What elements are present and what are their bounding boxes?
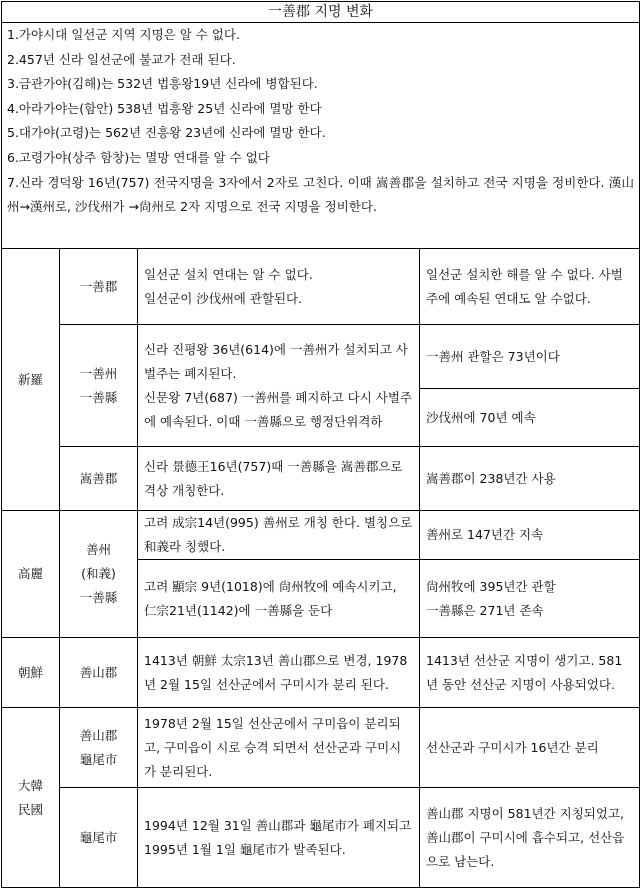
- intro-line: 3.금관가야(김해)는 532년 법흥왕19년 신라에 병합된다.: [7, 76, 318, 92]
- duration-note: 嵩善郡이 238년간 사용: [420, 447, 640, 511]
- intro-line: 2.457년 신라 일선군에 불교가 전래 된다.: [7, 51, 236, 67]
- place-name: 嵩善郡: [60, 447, 138, 511]
- table-title: 一善郡 지명 변화: [2, 2, 640, 23]
- era-goryeo: 高麗: [2, 511, 60, 638]
- event-description: 고려 顯宗 9년(1018)에 尙州牧에 예속시키고, 仁宗21년(1142)에 一善縣을 둔다: [138, 560, 420, 638]
- place-name: 善山郡: [60, 638, 138, 708]
- intro-line: 1.가야시대 일선군 지역 지명은 알 수 없다.: [7, 27, 240, 42]
- event-description: 고려 成宗14년(995) 善州로 개칭 한다. 별칭으로 和義라 칭했다.: [138, 511, 420, 560]
- duration-note: 沙伐州에 70년 예속: [420, 389, 640, 447]
- place-name: 一善郡: [60, 249, 138, 325]
- duration-note: 善州로 147년간 지속: [420, 511, 640, 560]
- era-joseon: 朝鮮: [2, 638, 60, 708]
- intro-line: 5.대가야(고령)는 562년 진흥왕 23년에 신라에 멸망 한다.: [7, 125, 326, 141]
- place-name-history-table: [1, 1, 640, 888]
- era-korea: 大韓 民國: [2, 708, 60, 888]
- event-description: 1994년 12월 31일 善山郡과 龜尾市가 폐지되고 1995년 1월 1일 龜尾市가 발족된다.: [138, 788, 420, 888]
- duration-note: 선산군과 구미시가 16년간 분리: [420, 708, 640, 788]
- duration-note: 善山郡 지명이 581년간 지칭되었고, 善山郡이 구미시에 흡수되고, 선산읍으로 남는다.: [420, 788, 640, 888]
- intro-line: 6.고령가야(상주 함창)는 멸망 연대를 알 수 없다: [7, 149, 270, 165]
- duration-note: 一善州 관할은 73년이다: [420, 325, 640, 389]
- event-description: 1978년 2월 15일 선산군에서 구미읍이 분리되고, 구미읍이 시로 승격 되면서 선산군과 구미시가 분리된다.: [138, 708, 420, 788]
- event-description: 신라 景德王16년(757)때 一善縣을 嵩善郡으로 격상 개칭한다.: [138, 447, 420, 511]
- place-name: 一善州 一善縣: [60, 325, 138, 447]
- event-description: 1413년 朝鮮 太宗13년 善山郡으로 변경, 1978년 2월 15일 선산군에서 구미시가 분리 된다.: [138, 638, 420, 708]
- duration-note: 일선군 설치한 해를 알 수 없다. 사벌주에 예속된 연대도 알 수없다.: [420, 249, 640, 325]
- place-name: 善山郡 龜尾市: [60, 708, 138, 788]
- intro-line: 4.아라가야는(함안) 538년 법흥왕 25년 신라에 멸망 한다: [7, 100, 322, 116]
- place-name: 善州 (和義) 一善縣: [60, 511, 138, 638]
- era-silla: 新羅: [2, 249, 60, 511]
- intro-line: 7.신라 경덕왕 16년(757) 전국지명을 3자에서 2자로 고친다. 이때 嵩善郡을 설치하고 전국 지명을 정비한다. 漢山州→漢州로, 沙伐州가 →尙州로 2자 지명으로 전국 지명을 정비한다.: [7, 174, 634, 215]
- duration-note: 尙州牧에 395년간 관할 一善縣은 271년 존속: [420, 560, 640, 638]
- event-description: 일선군 설치 연대는 알 수 없다. 일선군이 沙伐州에 관할된다.: [138, 249, 420, 325]
- duration-note: 1413년 선산군 지명이 생기고. 581년 동안 선산군 지명이 사용되었다.: [420, 638, 640, 708]
- place-name: 龜尾市: [60, 788, 138, 888]
- event-description: 신라 진평왕 36년(614)에 一善州가 설치되고 사벌주는 폐지된다. 신문왕 7년(687) 一善州를 폐지하고 다시 사벌주에 예속된다. 이때 一善縣으로 행정단위격하: [138, 325, 420, 447]
- intro-cell: [2, 23, 640, 249]
